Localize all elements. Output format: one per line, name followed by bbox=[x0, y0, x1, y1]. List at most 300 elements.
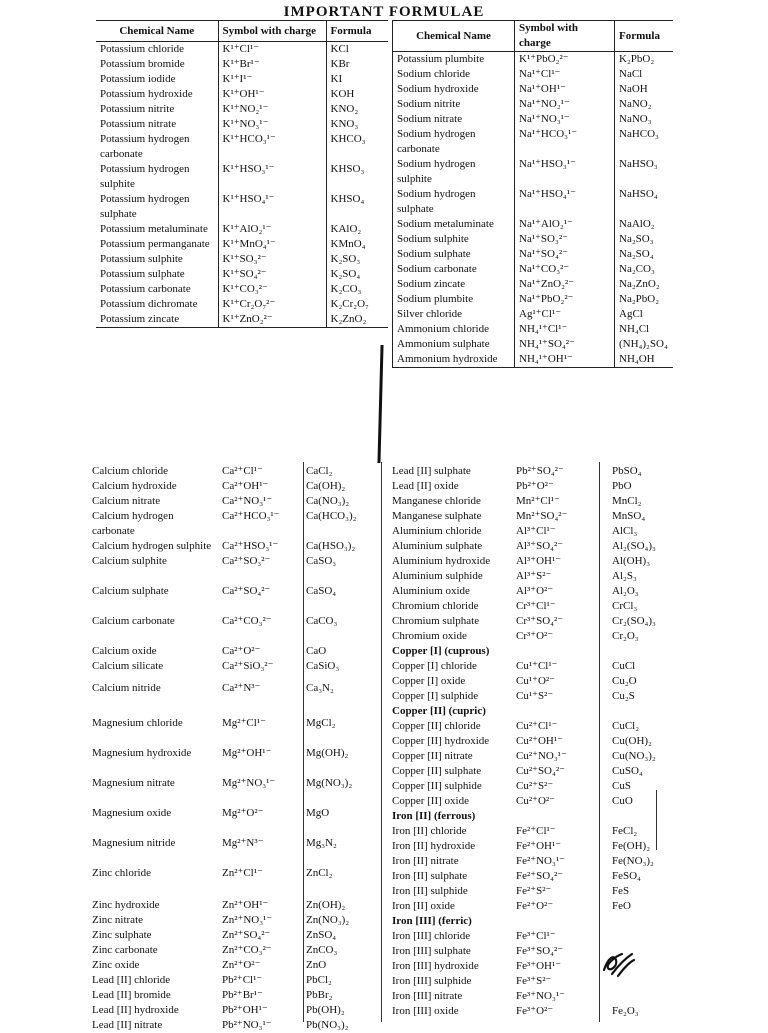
chemical-name-cell: Iron [III] nitrate bbox=[392, 990, 463, 1002]
table-row bbox=[388, 794, 668, 809]
chemical-name-cell: Iron [III] (ferric) bbox=[392, 915, 472, 927]
formula-cell: KAlO₂ bbox=[330, 223, 362, 235]
formula-cell: NH₄OH bbox=[619, 353, 655, 365]
table-row bbox=[88, 554, 380, 584]
formula-cell: Cr₂O₃ bbox=[612, 630, 639, 642]
table-row bbox=[88, 539, 380, 554]
chemical-name-cell: Magnesium oxide bbox=[92, 807, 172, 819]
chemical-name-cell: Zinc chloride bbox=[92, 867, 151, 879]
formula-cell: K₂SO₄ bbox=[330, 268, 361, 280]
chemical-name-cell: Sodium carbonate bbox=[393, 262, 515, 277]
table-row bbox=[96, 267, 388, 282]
chemical-name-cell: Potassium hydrogen sulphate bbox=[96, 192, 218, 222]
formula-cell: FeCl₂ bbox=[612, 825, 638, 837]
symbol-cell: Fe²⁺Cl¹⁻ bbox=[516, 825, 556, 837]
chemical-name-cell: Iron [II] oxide bbox=[392, 900, 455, 912]
chemical-name-cell: Copper [I] (cuprous) bbox=[392, 645, 490, 657]
chemical-name-cell: Calcium sulphite bbox=[92, 555, 167, 567]
table-row bbox=[388, 719, 668, 734]
table-row bbox=[388, 989, 668, 1004]
table-row bbox=[88, 958, 380, 973]
symbol-cell: Al³⁺O²⁻ bbox=[516, 585, 554, 597]
table-row bbox=[388, 929, 668, 944]
symbol-cell: Cu²⁺OH¹⁻ bbox=[516, 735, 563, 747]
table-row bbox=[88, 943, 380, 958]
column-rule bbox=[303, 462, 304, 1022]
symbol-cell: Ca²⁺HCO₃¹⁻ bbox=[222, 510, 280, 522]
formula-cell: MgCl₂ bbox=[306, 717, 336, 729]
symbol-cell: Na¹⁺HSO₄¹⁻ bbox=[515, 187, 615, 217]
chemical-name-cell: Sodium hydroxide bbox=[393, 82, 515, 97]
symbol-cell: Fe³⁺OH¹⁻ bbox=[516, 960, 562, 972]
header-formula: Formula bbox=[326, 21, 388, 42]
symbol-cell: Ca²⁺OH¹⁻ bbox=[222, 480, 269, 492]
formula-cell: Pb(NO₃)₂ bbox=[306, 1019, 349, 1031]
formula-cell: Al₂S₃ bbox=[612, 570, 637, 582]
column-rule bbox=[656, 790, 657, 850]
symbol-cell: K¹⁺MnO₄¹⁻ bbox=[218, 237, 326, 252]
chemical-name-cell: Potassium permanganate bbox=[96, 237, 218, 252]
chemical-name-cell: Potassium iodide bbox=[96, 72, 218, 87]
chemical-name-cell: Sodium hydrogen sulphate bbox=[393, 187, 515, 217]
formula-cell: MgO bbox=[306, 807, 330, 819]
chemical-name-cell: Sodium metaluminate bbox=[393, 217, 515, 232]
formula-cell: Al(OH)₃ bbox=[612, 555, 651, 567]
table-row bbox=[393, 292, 673, 307]
table-row bbox=[388, 509, 668, 524]
chemical-name-cell: Magnesium hydroxide bbox=[92, 747, 192, 759]
formula-cell: FeS bbox=[612, 885, 630, 897]
symbol-cell: Na¹⁺NO₂¹⁻ bbox=[515, 97, 615, 112]
formula-cell: Cr₂(SO₄)₃ bbox=[612, 615, 656, 627]
symbol-cell: K¹⁺AlO₂¹⁻ bbox=[218, 222, 326, 237]
chemical-name-cell: Sodium nitrate bbox=[393, 112, 515, 127]
symbol-cell: Cu²⁺Cl¹⁻ bbox=[516, 720, 558, 732]
chemical-name-cell: Sodium hydrogen sulphite bbox=[393, 157, 515, 187]
symbol-cell: K¹⁺Br¹⁻ bbox=[218, 57, 326, 72]
formula-cell: ZnCO₃ bbox=[306, 944, 338, 956]
table-row bbox=[393, 247, 673, 262]
table-row bbox=[88, 681, 380, 716]
chemical-name-cell: Copper [II] sulphate bbox=[392, 765, 482, 777]
formula-cell: CaO bbox=[306, 645, 327, 657]
table-row bbox=[388, 659, 668, 674]
table-row bbox=[393, 322, 673, 337]
chemical-name-cell: Copper [II] oxide bbox=[392, 795, 469, 807]
symbol-cell: Zn²⁺NO₃¹⁻ bbox=[222, 914, 273, 926]
symbol-cell: Cr³⁺O²⁻ bbox=[516, 630, 554, 642]
header-symbol-with-charge: Symbol with charge bbox=[515, 21, 615, 52]
formula-cell: Cu₂O bbox=[612, 675, 637, 687]
formula-cell: CaCO₃ bbox=[306, 615, 338, 627]
formula-cell: CuS bbox=[612, 780, 631, 792]
chemical-name-cell: Ammonium sulphate bbox=[393, 337, 515, 352]
formula-cell: KOH bbox=[330, 88, 355, 100]
table-row bbox=[96, 162, 388, 192]
formula-cell: ZnSO₄ bbox=[306, 929, 337, 941]
table-row bbox=[388, 734, 668, 749]
header-chemical-name: Chemical Name bbox=[96, 21, 218, 42]
chemical-name-cell: Iron [III] chloride bbox=[392, 930, 471, 942]
chemical-name-cell: Potassium bromide bbox=[96, 57, 218, 72]
chemical-name-cell: Iron [III] hydroxide bbox=[392, 960, 479, 972]
symbol-cell: Mn²⁺Cl¹⁻ bbox=[516, 495, 560, 507]
chemical-name-cell: Calcium chloride bbox=[92, 465, 169, 477]
chemical-name-cell: Iron [III] sulphate bbox=[392, 945, 471, 957]
formula-cell: Al₂(SO₄)₃ bbox=[612, 540, 656, 552]
formula-cell: NaNO₂ bbox=[619, 98, 652, 110]
chemical-name-cell: Iron [II] (ferrous) bbox=[392, 810, 476, 822]
symbol-cell: K¹⁺CO₃²⁻ bbox=[218, 282, 326, 297]
symbol-cell: K¹⁺HCO₃¹⁻ bbox=[218, 132, 326, 162]
table-row bbox=[96, 42, 388, 58]
chemical-name-cell: Lead [II] sulphate bbox=[392, 465, 471, 477]
formula-cell: Fe(OH)₂ bbox=[612, 840, 651, 852]
chemical-name-cell: Magnesium nitride bbox=[92, 837, 176, 849]
table-row bbox=[88, 928, 380, 943]
formula-cell: NaHSO₄ bbox=[619, 188, 658, 200]
table-row bbox=[388, 524, 668, 539]
symbol-cell: Al³⁺Cl¹⁻ bbox=[516, 525, 556, 537]
symbol-cell: Na¹⁺SO₃²⁻ bbox=[515, 232, 615, 247]
chemical-name-cell: Aluminium sulphide bbox=[392, 570, 483, 582]
chemical-name-cell: Zinc oxide bbox=[92, 959, 140, 971]
chemical-name-cell: Sodium chloride bbox=[393, 67, 515, 82]
table-row bbox=[88, 716, 380, 746]
chemical-name-cell: Iron [II] chloride bbox=[392, 825, 467, 837]
formula-cell: KNO₂ bbox=[330, 103, 359, 115]
table-row bbox=[88, 644, 380, 659]
table-row bbox=[393, 217, 673, 232]
symbol-cell: Na¹⁺AlO₂¹⁻ bbox=[515, 217, 615, 232]
symbol-cell: Fe²⁺S²⁻ bbox=[516, 885, 552, 897]
chemical-name-cell: Calcium nitrate bbox=[92, 495, 161, 507]
symbol-cell: NH₄¹⁺SO₄²⁻ bbox=[515, 337, 615, 352]
formula-cell: Na₂SO₃ bbox=[619, 233, 654, 245]
formula-cell: NaCl bbox=[619, 68, 643, 80]
chemical-name-cell: Copper [I] sulphide bbox=[392, 690, 479, 702]
symbol-cell: Na¹⁺Cl¹⁻ bbox=[515, 67, 615, 82]
table-row bbox=[88, 584, 380, 614]
chemical-name-cell: Potassium sulphite bbox=[96, 252, 218, 267]
table-row bbox=[388, 854, 668, 869]
symbol-cell: K¹⁺HSO₄¹⁻ bbox=[218, 192, 326, 222]
column-rule bbox=[599, 462, 600, 1022]
formula-cell: CaSO₃ bbox=[306, 555, 337, 567]
chemical-name-cell: Iron [II] hydroxide bbox=[392, 840, 476, 852]
chemical-name-cell: Aluminium oxide bbox=[392, 585, 470, 597]
formula-cell: NH₄Cl bbox=[619, 323, 650, 335]
symbol-cell: Na¹⁺CO₃²⁻ bbox=[515, 262, 615, 277]
formula-cell: K₂PbO₂ bbox=[619, 53, 655, 65]
chemical-name-cell: Aluminium sulphate bbox=[392, 540, 483, 552]
symbol-cell bbox=[512, 914, 608, 929]
symbol-cell: Na¹⁺NO₃¹⁻ bbox=[515, 112, 615, 127]
symbol-cell: Ca²⁺HSO₃¹⁻ bbox=[222, 540, 279, 552]
table-row bbox=[388, 584, 668, 599]
symbol-cell: Na¹⁺PbO₂²⁻ bbox=[515, 292, 615, 307]
table-row bbox=[393, 52, 673, 68]
symbol-cell: Ca²⁺O²⁻ bbox=[222, 645, 261, 657]
table-header-row bbox=[393, 21, 673, 52]
formula-cell: AgCl bbox=[619, 308, 643, 320]
formula-cell: AlCl₃ bbox=[612, 525, 638, 537]
formula-cell bbox=[608, 644, 668, 659]
symbol-cell: K¹⁺PbO₂²⁻ bbox=[515, 52, 615, 68]
formula-cell: ZnCl₂ bbox=[306, 867, 333, 879]
table-row bbox=[393, 112, 673, 127]
table-row bbox=[393, 67, 673, 82]
symbol-cell: Fe³⁺NO₃¹⁻ bbox=[516, 990, 565, 1002]
table-row bbox=[88, 866, 380, 898]
symbol-cell: Zn²⁺OH¹⁻ bbox=[222, 899, 269, 911]
symbol-cell: Fe²⁺SO₄²⁻ bbox=[516, 870, 564, 882]
chemical-name-cell: Lead [II] chloride bbox=[92, 974, 171, 986]
chemical-name-cell: Copper [II] hydroxide bbox=[392, 735, 490, 747]
table-row bbox=[393, 97, 673, 112]
table-row bbox=[388, 839, 668, 854]
chemical-name-cell: Zinc sulphate bbox=[92, 929, 152, 941]
table-row bbox=[88, 659, 380, 681]
chemical-name-cell: Chromium oxide bbox=[392, 630, 467, 642]
formula-cell: K₂CO₃ bbox=[330, 283, 362, 295]
header-chemical-name: Chemical Name bbox=[393, 21, 515, 52]
table-row bbox=[388, 689, 668, 704]
formula-cell: Ca(HCO₃)₂ bbox=[306, 510, 357, 522]
symbol-cell: Cr³⁺SO₄²⁻ bbox=[516, 615, 564, 627]
table-row bbox=[96, 57, 388, 72]
table-row bbox=[88, 1003, 380, 1018]
table-row bbox=[388, 494, 668, 509]
chemical-name-cell: Calcium oxide bbox=[92, 645, 157, 657]
symbol-cell: Fe²⁺NO₃¹⁻ bbox=[516, 855, 565, 867]
formula-cell: Cu(OH)₂ bbox=[612, 735, 652, 747]
table-row bbox=[388, 764, 668, 779]
symbol-cell: Zn²⁺Cl¹⁻ bbox=[222, 867, 263, 879]
table-row bbox=[88, 746, 380, 776]
chemical-name-cell: Potassium nitrite bbox=[96, 102, 218, 117]
chemical-name-cell: Copper [I] oxide bbox=[392, 675, 466, 687]
table-row bbox=[393, 337, 673, 352]
symbol-cell: Ca²⁺NO₃¹⁻ bbox=[222, 495, 273, 507]
table-row bbox=[96, 72, 388, 87]
formula-cell bbox=[608, 929, 668, 944]
formula-cell: FeSO₄ bbox=[612, 870, 641, 882]
symbol-cell: K¹⁺SO₃²⁻ bbox=[218, 252, 326, 267]
formula-cell: FeO bbox=[612, 900, 631, 912]
formula-cell: Cu(NO₃)₂ bbox=[612, 750, 656, 762]
table-row bbox=[388, 674, 668, 689]
formula-cell: (NH₄)₂SO₄ bbox=[619, 338, 668, 350]
table-row bbox=[388, 599, 668, 614]
chemical-name-cell: Ammonium hydroxide bbox=[393, 352, 515, 368]
symbol-cell: Mn²⁺SO₄²⁻ bbox=[516, 510, 568, 522]
chemical-name-cell: Sodium nitrite bbox=[393, 97, 515, 112]
table-row bbox=[88, 913, 380, 928]
chemical-name-cell: Copper [II] (cupric) bbox=[392, 705, 486, 717]
formula-cell: Ca(OH)₂ bbox=[306, 480, 346, 492]
symbol-cell: Ca²⁺Cl¹⁻ bbox=[222, 465, 263, 477]
chemical-name-cell: Magnesium nitrate bbox=[92, 777, 175, 789]
symbol-cell: NH₄¹⁺Cl¹⁻ bbox=[515, 322, 615, 337]
symbol-cell: K¹⁺I¹⁻ bbox=[218, 72, 326, 87]
chemical-name-cell: Potassium plumbite bbox=[393, 52, 515, 68]
chemical-name-cell: Manganese chloride bbox=[392, 495, 481, 507]
formula-cell: Ca₃N₂ bbox=[306, 682, 334, 694]
chemical-name-cell: Potassium hydroxide bbox=[96, 87, 218, 102]
symbol-cell: K¹⁺Cl¹⁻ bbox=[218, 42, 326, 58]
chemical-name-cell: Copper [II] chloride bbox=[392, 720, 481, 732]
formula-cell: Na₂CO₃ bbox=[619, 263, 655, 275]
chemical-name-cell: Chromium chloride bbox=[392, 600, 479, 612]
chemical-name-cell: Silver chloride bbox=[393, 307, 515, 322]
formula-cell bbox=[608, 989, 668, 1004]
formula-cell: MnSO₄ bbox=[612, 510, 646, 522]
formula-cell: CaSiO₃ bbox=[306, 660, 340, 672]
formula-cell: Na₂SO₄ bbox=[619, 248, 654, 260]
chemical-name-cell: Potassium hydrogen carbonate bbox=[96, 132, 218, 162]
symbol-cell: Na¹⁺SO₄²⁻ bbox=[515, 247, 615, 262]
chemical-name-cell: Zinc nitrate bbox=[92, 914, 144, 926]
symbol-cell: Cu¹⁺S²⁻ bbox=[516, 690, 554, 702]
formula-cell: NaHCO₃ bbox=[619, 128, 659, 140]
table-row bbox=[88, 1018, 380, 1033]
formula-cell: MnCl₂ bbox=[612, 495, 642, 507]
symbol-cell: Ca²⁺CO₃²⁻ bbox=[222, 615, 272, 627]
chemical-name-cell: Calcium carbonate bbox=[92, 615, 175, 627]
formula-cell: K₂Cr₂O₇ bbox=[330, 298, 369, 310]
chemical-name-cell: Lead [II] bromide bbox=[92, 989, 171, 1001]
symbol-cell: Pb²⁺NO₃¹⁻ bbox=[222, 1019, 272, 1031]
formula-cell: KNO₃ bbox=[330, 118, 359, 130]
symbol-cell bbox=[512, 704, 608, 719]
table-row bbox=[388, 899, 668, 914]
table-row bbox=[96, 102, 388, 117]
formula-cell: KBr bbox=[330, 58, 350, 70]
formula-cell: Al₂O₃ bbox=[612, 585, 639, 597]
formula-cell: Na₂ZnO₂ bbox=[619, 278, 660, 290]
table-row bbox=[88, 806, 380, 836]
formula-cell bbox=[608, 809, 668, 824]
symbol-cell: K¹⁺SO₄²⁻ bbox=[218, 267, 326, 282]
formula-cell: Na₂PbO₂ bbox=[619, 293, 660, 305]
formula-cell: KHCO₃ bbox=[330, 133, 366, 145]
table-row bbox=[388, 1004, 668, 1019]
chemical-name-cell: Chromium sulphate bbox=[392, 615, 480, 627]
chemical-name-cell: Ammonium chloride bbox=[393, 322, 515, 337]
formula-cell: Mg₃N₂ bbox=[306, 837, 337, 849]
table-row bbox=[88, 494, 380, 509]
table-row bbox=[96, 132, 388, 162]
formula-cell: K₂SO₃ bbox=[330, 253, 361, 265]
formula-cell: PbSO₄ bbox=[612, 465, 642, 477]
table-row bbox=[96, 117, 388, 132]
chemical-name-cell: Sodium sulphate bbox=[393, 247, 515, 262]
formula-cell: Fe₂O₃ bbox=[612, 1005, 639, 1017]
formula-cell: CuO bbox=[612, 795, 633, 807]
bottom-left-table bbox=[88, 464, 380, 1033]
chemical-name-cell: Potassium dichromate bbox=[96, 297, 218, 312]
formula-cell: KMnO₄ bbox=[330, 238, 366, 250]
table-row bbox=[88, 988, 380, 1003]
chemical-name-cell: Manganese sulphate bbox=[392, 510, 482, 522]
table-row bbox=[393, 82, 673, 97]
formula-cell: CuCl bbox=[612, 660, 636, 672]
chemical-name-cell: Calcium hydrogen carbonate bbox=[92, 510, 174, 537]
symbol-cell: Fe²⁺OH¹⁻ bbox=[516, 840, 562, 852]
formula-cell: ZnO bbox=[306, 959, 327, 971]
table-row bbox=[388, 629, 668, 644]
symbol-cell: Ca²⁺SO₃²⁻ bbox=[222, 555, 271, 567]
chemical-name-cell: Lead [II] oxide bbox=[392, 480, 459, 492]
chemical-name-cell: Copper [II] nitrate bbox=[392, 750, 473, 762]
chemical-name-cell: Zinc carbonate bbox=[92, 944, 158, 956]
symbol-cell: Mg²⁺OH¹⁻ bbox=[222, 747, 272, 759]
chemical-name-cell: Magnesium chloride bbox=[92, 717, 183, 729]
table-row bbox=[388, 614, 668, 629]
table-row bbox=[388, 704, 668, 719]
symbol-cell: Na¹⁺HCO₃¹⁻ bbox=[515, 127, 615, 157]
formula-cell: Fe(NO₃)₂ bbox=[612, 855, 654, 867]
symbol-cell: Fe³⁺S²⁻ bbox=[516, 975, 552, 987]
table-row bbox=[88, 614, 380, 644]
symbol-cell: Fe²⁺O²⁻ bbox=[516, 900, 554, 912]
chemical-name-cell: Sodium sulphite bbox=[393, 232, 515, 247]
symbol-cell: Ca²⁺SiO₃²⁻ bbox=[222, 660, 274, 672]
symbol-cell: Na¹⁺OH¹⁻ bbox=[515, 82, 615, 97]
table-row bbox=[88, 836, 380, 866]
formula-cell: PbO bbox=[612, 480, 632, 492]
symbol-cell: Cu²⁺O²⁻ bbox=[516, 795, 555, 807]
symbol-cell: K¹⁺Cr₂O₇²⁻ bbox=[218, 297, 326, 312]
table-row bbox=[393, 232, 673, 247]
table-row bbox=[96, 222, 388, 237]
symbol-cell: Mg²⁺Cl¹⁻ bbox=[222, 717, 266, 729]
symbol-cell: Al³⁺OH¹⁻ bbox=[516, 555, 562, 567]
chemical-name-cell: Iron [III] oxide bbox=[392, 1005, 459, 1017]
symbol-cell: Zn²⁺SO₄²⁻ bbox=[222, 929, 271, 941]
symbol-cell: Cu¹⁺Cl¹⁻ bbox=[516, 660, 558, 672]
formula-cell: Mg(NO₃)₂ bbox=[306, 777, 353, 789]
formula-cell bbox=[608, 914, 668, 929]
formula-cell bbox=[608, 704, 668, 719]
symbol-cell: Cu²⁺S²⁻ bbox=[516, 780, 554, 792]
chemical-name-cell: Potassium sulphate bbox=[96, 267, 218, 282]
table-row bbox=[88, 464, 380, 479]
symbol-cell: K¹⁺NO₃¹⁻ bbox=[218, 117, 326, 132]
formula-cell: CuCl₂ bbox=[612, 720, 640, 732]
chemical-name-cell: Iron [III] sulphide bbox=[392, 975, 472, 987]
formula-cell: Mg(OH)₂ bbox=[306, 747, 349, 759]
table-row bbox=[388, 569, 668, 584]
table-row bbox=[393, 277, 673, 292]
table-row bbox=[96, 87, 388, 102]
chemical-name-cell: Potassium zincate bbox=[96, 312, 218, 328]
table-row bbox=[388, 479, 668, 494]
symbol-cell: Al³⁺SO₄²⁻ bbox=[516, 540, 564, 552]
symbol-cell: Na¹⁺ZnO₂²⁻ bbox=[515, 277, 615, 292]
symbol-cell: Ag¹⁺Cl¹⁻ bbox=[515, 307, 615, 322]
table-row bbox=[88, 973, 380, 988]
table-row bbox=[393, 157, 673, 187]
table-row bbox=[88, 898, 380, 913]
formula-cell: Ca(NO₃)₂ bbox=[306, 495, 350, 507]
table-row bbox=[393, 262, 673, 277]
formula-cell: Zn(NO₃)₂ bbox=[306, 914, 350, 926]
column-rule bbox=[381, 462, 382, 1022]
table-row bbox=[96, 282, 388, 297]
symbol-cell: Pb²⁺OH¹⁻ bbox=[222, 1004, 268, 1016]
